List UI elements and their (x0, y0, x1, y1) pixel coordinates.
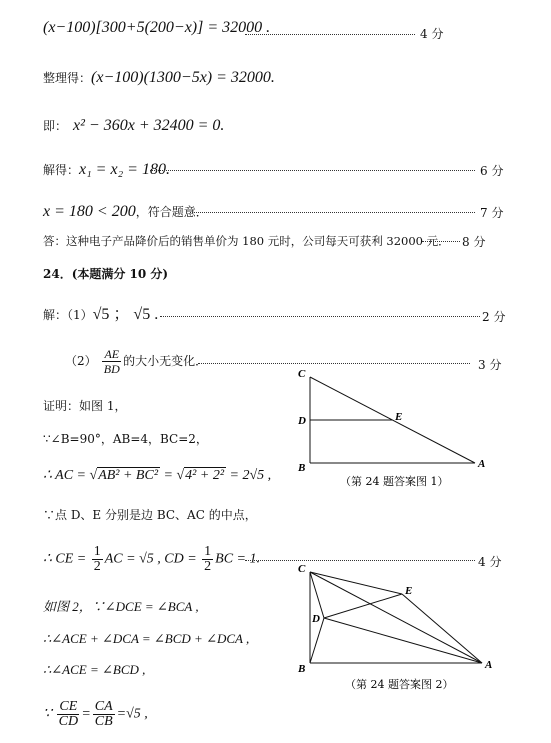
fraction-numerator: CA (94, 699, 113, 714)
leader-dots (422, 241, 460, 242)
equation-line-1: (x−100)[300+5(200−x)] = 32000 . (43, 19, 271, 36)
ratio-result: =√5 , (116, 706, 148, 722)
leader-dots (198, 363, 470, 364)
ac-result: = 2√5 , (226, 468, 272, 483)
given-line: ∵∠B=90°，AB=4，BC=2， (43, 432, 208, 446)
angle-equal-line: ∴∠ACE = ∠BCD , (43, 662, 146, 677)
figure-1-diagram (290, 365, 500, 490)
figure-2-diagram (290, 560, 500, 695)
fraction-denominator: 2 (204, 559, 212, 574)
check-text: ，符合题意． (135, 205, 208, 219)
leader-dots (190, 212, 475, 213)
vertex-label-e: E (405, 585, 413, 597)
quadratic-equation: x² − 360x + 32400 = 0. (73, 117, 225, 134)
score-label: 3 分 (478, 358, 502, 372)
score-label: 4 分 (420, 27, 444, 41)
fraction-denominator: CB (94, 714, 113, 729)
vertex-label-d: D (298, 415, 306, 427)
part2-line (65, 347, 207, 376)
vertex-label-a: A (485, 659, 493, 671)
part1-answer: √5 ； √5 . (92, 306, 159, 323)
part1-line (43, 307, 158, 323)
segment-cd (310, 572, 324, 618)
ac-radicand-1: AB² + BC² (98, 468, 159, 483)
vertex-label-b: B (298, 462, 306, 474)
vertex-label-d: D (312, 613, 320, 625)
ac-prefix: ∴ AC = (43, 468, 90, 483)
ce-prefix: ∴ CE = (43, 551, 90, 567)
proof-intro: 证明：如图 1， (43, 399, 127, 413)
simplify-line (43, 70, 275, 86)
midpoint-line: ∵点 D、E 分别是边 BC、AC 的中点， (43, 508, 257, 522)
fraction-numerator: 1 (93, 544, 101, 559)
ac-radicand-2: 4² + 2² (185, 468, 225, 483)
ce-mid: AC = √5 , CD = (104, 551, 201, 567)
quadratic-line (43, 118, 224, 134)
figure-1-caption: （第 24 题答案图 1） (340, 475, 449, 488)
cd-result: BC = 1. (215, 551, 261, 567)
score-label: 6 分 (480, 164, 504, 178)
solution-equation: x₁ = x₂ = 180. (79, 161, 170, 178)
ratio-equals: = (81, 706, 91, 722)
ratio-prefix: ∵ (43, 706, 56, 722)
check-line (43, 204, 208, 220)
vertex-label-e: E (395, 411, 403, 423)
check-equation: x = 180 < 200 (43, 203, 136, 220)
score-label: 8 分 (462, 235, 486, 249)
segment-da (324, 618, 482, 663)
leader-dots (150, 170, 475, 171)
answer-line: 答：这种电子产品降价后的销售单价为 180 元时，公司每天可获利 32000 元． (43, 234, 450, 248)
part2-fraction (102, 347, 121, 376)
vertex-label-b: B (298, 663, 306, 675)
fraction-numerator: 1 (204, 544, 212, 559)
ratio-fraction-1 (57, 700, 79, 729)
score-label: 4 分 (478, 555, 502, 569)
vertex-label-c: C (298, 563, 306, 575)
question-heading: 24．(本题满分 10 分) (43, 267, 169, 281)
angle-sum-line: ∴∠ACE + ∠DCA = ∠BCD + ∠DCA , (43, 631, 250, 646)
vertex-label-c: C (298, 368, 306, 380)
part2-label: （2） (65, 354, 97, 368)
part2-text: 的大小无变化． (123, 354, 208, 368)
ratio-line (43, 700, 148, 729)
leader-dots (160, 316, 480, 317)
ac-line: ∴ AC = √AB² + BC² = √4² + 2² = 2√5 , (43, 468, 272, 483)
leader-dots (245, 34, 415, 35)
vertex-label-a: A (478, 458, 486, 470)
score-label: 7 分 (480, 206, 504, 220)
fraction-numerator: AE (104, 347, 120, 361)
fraction-denominator: CD (58, 714, 79, 729)
ratio-fraction-2 (93, 700, 115, 729)
fraction-numerator: CE (59, 699, 78, 714)
figure-2-caption: （第 24 题答案图 2） (345, 678, 454, 691)
ce-fraction (92, 545, 103, 574)
fraction-denominator: 2 (93, 559, 101, 574)
ce-line (43, 545, 260, 574)
ac-mid: = (160, 468, 177, 483)
segment-ca (310, 572, 482, 663)
quadratic-label: 即： (43, 119, 68, 133)
segment-ea (402, 594, 482, 663)
simplify-equation: (x−100)(1300−5x) = 32000. (91, 69, 275, 86)
fig2-line: 如图 2，∵∠DCE = ∠BCA , (43, 599, 199, 614)
cd-fraction (202, 545, 213, 574)
segment-ce (310, 572, 402, 594)
score-label: 2 分 (482, 310, 506, 324)
solution-label: 解得： (43, 163, 80, 177)
part1-label: 解：（1） (43, 308, 93, 322)
fraction-denominator: BD (103, 362, 120, 376)
simplify-label: 整理得： (43, 71, 92, 85)
